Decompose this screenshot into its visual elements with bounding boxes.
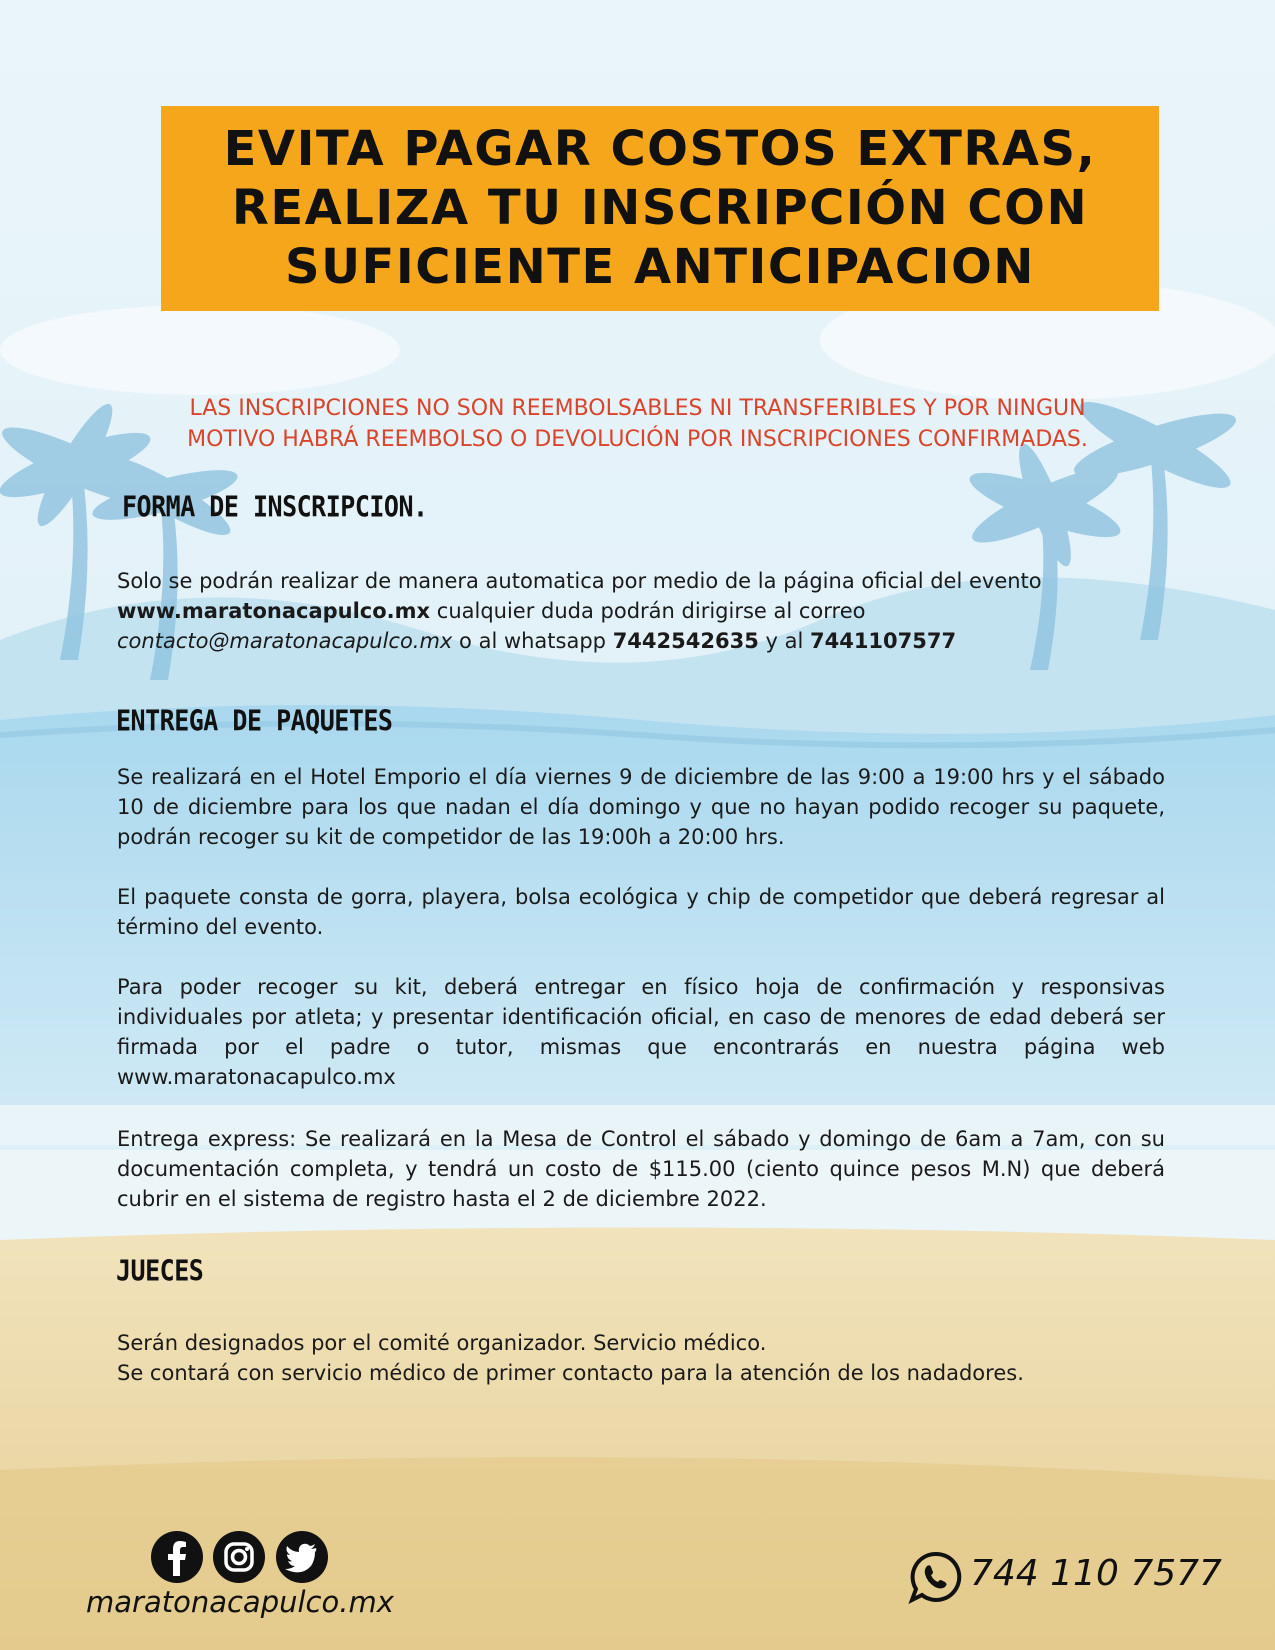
facebook-icon[interactable]	[150, 1530, 204, 1584]
paquetes-paragraph-3: Para poder recoger su kit, deberá entregar en físico hoja de confirmación y responsivas individuales por atleta; y presentar identificación oficial, en caso de menores de edad deberá ser firmada por el padre o tutor, mismas que encontrarás en nuestra página web www.maratonacapulco.mx	[117, 975, 1165, 1089]
heading-inscripcion: FORMA DE INSCRIPCION.	[122, 490, 428, 524]
heading-paquetes: ENTREGA DE PAQUETES	[116, 704, 393, 738]
footer-website[interactable]: maratonacapulco.mx	[86, 1585, 394, 1619]
inscripcion-phone-2: 7441107577	[809, 629, 957, 653]
heading-jueces: JUECES	[116, 1254, 204, 1288]
headline-banner	[161, 106, 1159, 311]
inscripcion-phone-1: 7442542635	[612, 629, 759, 653]
paquetes-paragraph-4: Entrega express: Se realizará en la Mesa de Control el sábado y domingo de 6am a 7am, con su documentación completa, y tendrá un costo de $115.00 (ciento quince pesos M.N) que deberá cubrir en el sistema de registro hasta el 2 de diciembre 2022.	[117, 1127, 1165, 1211]
paquetes-paragraph-2: El paquete consta de gorra, playera, bolsa ecológica y chip de competidor que deberá regresar al término del evento.	[117, 885, 1165, 939]
inscripcion-text-4: y al	[758, 629, 810, 653]
headline-line-3: SUFICIENTE ANTICIPACION	[285, 239, 1035, 295]
instagram-icon[interactable]	[212, 1530, 266, 1584]
twitter-icon[interactable]	[275, 1530, 329, 1584]
inscripcion-text-2: cualquier duda podrán dirigirse al correo	[430, 599, 866, 623]
headline-line-1: EVITA PAGAR COSTOS EXTRAS,	[223, 121, 1097, 177]
jueces-line-2: Se contará con servicio médico de primer contacto para la atención de los nadadores.	[117, 1361, 1024, 1385]
footer-phone[interactable]: 744 110 7577	[970, 1553, 1222, 1594]
jueces-paragraph	[117, 1328, 1165, 1388]
refund-warning	[110, 393, 1165, 455]
inscripcion-text-1: Solo se podrán realizar de manera automatica por medio de la página oficial del evento	[117, 569, 1042, 593]
warning-line-2: MOTIVO HABRÁ REEMBOLSO O DEVOLUCIÓN POR INSCRIPCIONES CONFIRMADAS.	[187, 427, 1088, 452]
inscripcion-website-link[interactable]: www.maratonacapulco.mx	[117, 599, 431, 623]
inscripcion-text-3: o al whatsapp	[452, 629, 613, 653]
inscripcion-email-link[interactable]: contacto@maratonacapulco.mx	[117, 629, 453, 653]
jueces-line-1: Serán designados por el comité organizador. Servicio médico.	[117, 1331, 767, 1355]
paquetes-paragraph-1: Se realizará en el Hotel Emporio el día viernes 9 de diciembre de las 9:00 a 19:00 hrs y el sábado 10 de diciembre para los que nadan el día domingo y que no hayan podido recoger su paquete, podrán recoger su kit de competidor de las 19:00h a 20:00 hrs.	[117, 765, 1165, 849]
warning-line-1: LAS INSCRIPCIONES NO SON REEMBOLSABLES NI TRANSFERIBLES Y POR NINGUN	[189, 396, 1086, 421]
inscripcion-paragraph	[117, 566, 1165, 656]
headline-line-2: REALIZA TU INSCRIPCIÓN CON	[231, 180, 1089, 236]
whatsapp-icon[interactable]	[908, 1550, 962, 1604]
